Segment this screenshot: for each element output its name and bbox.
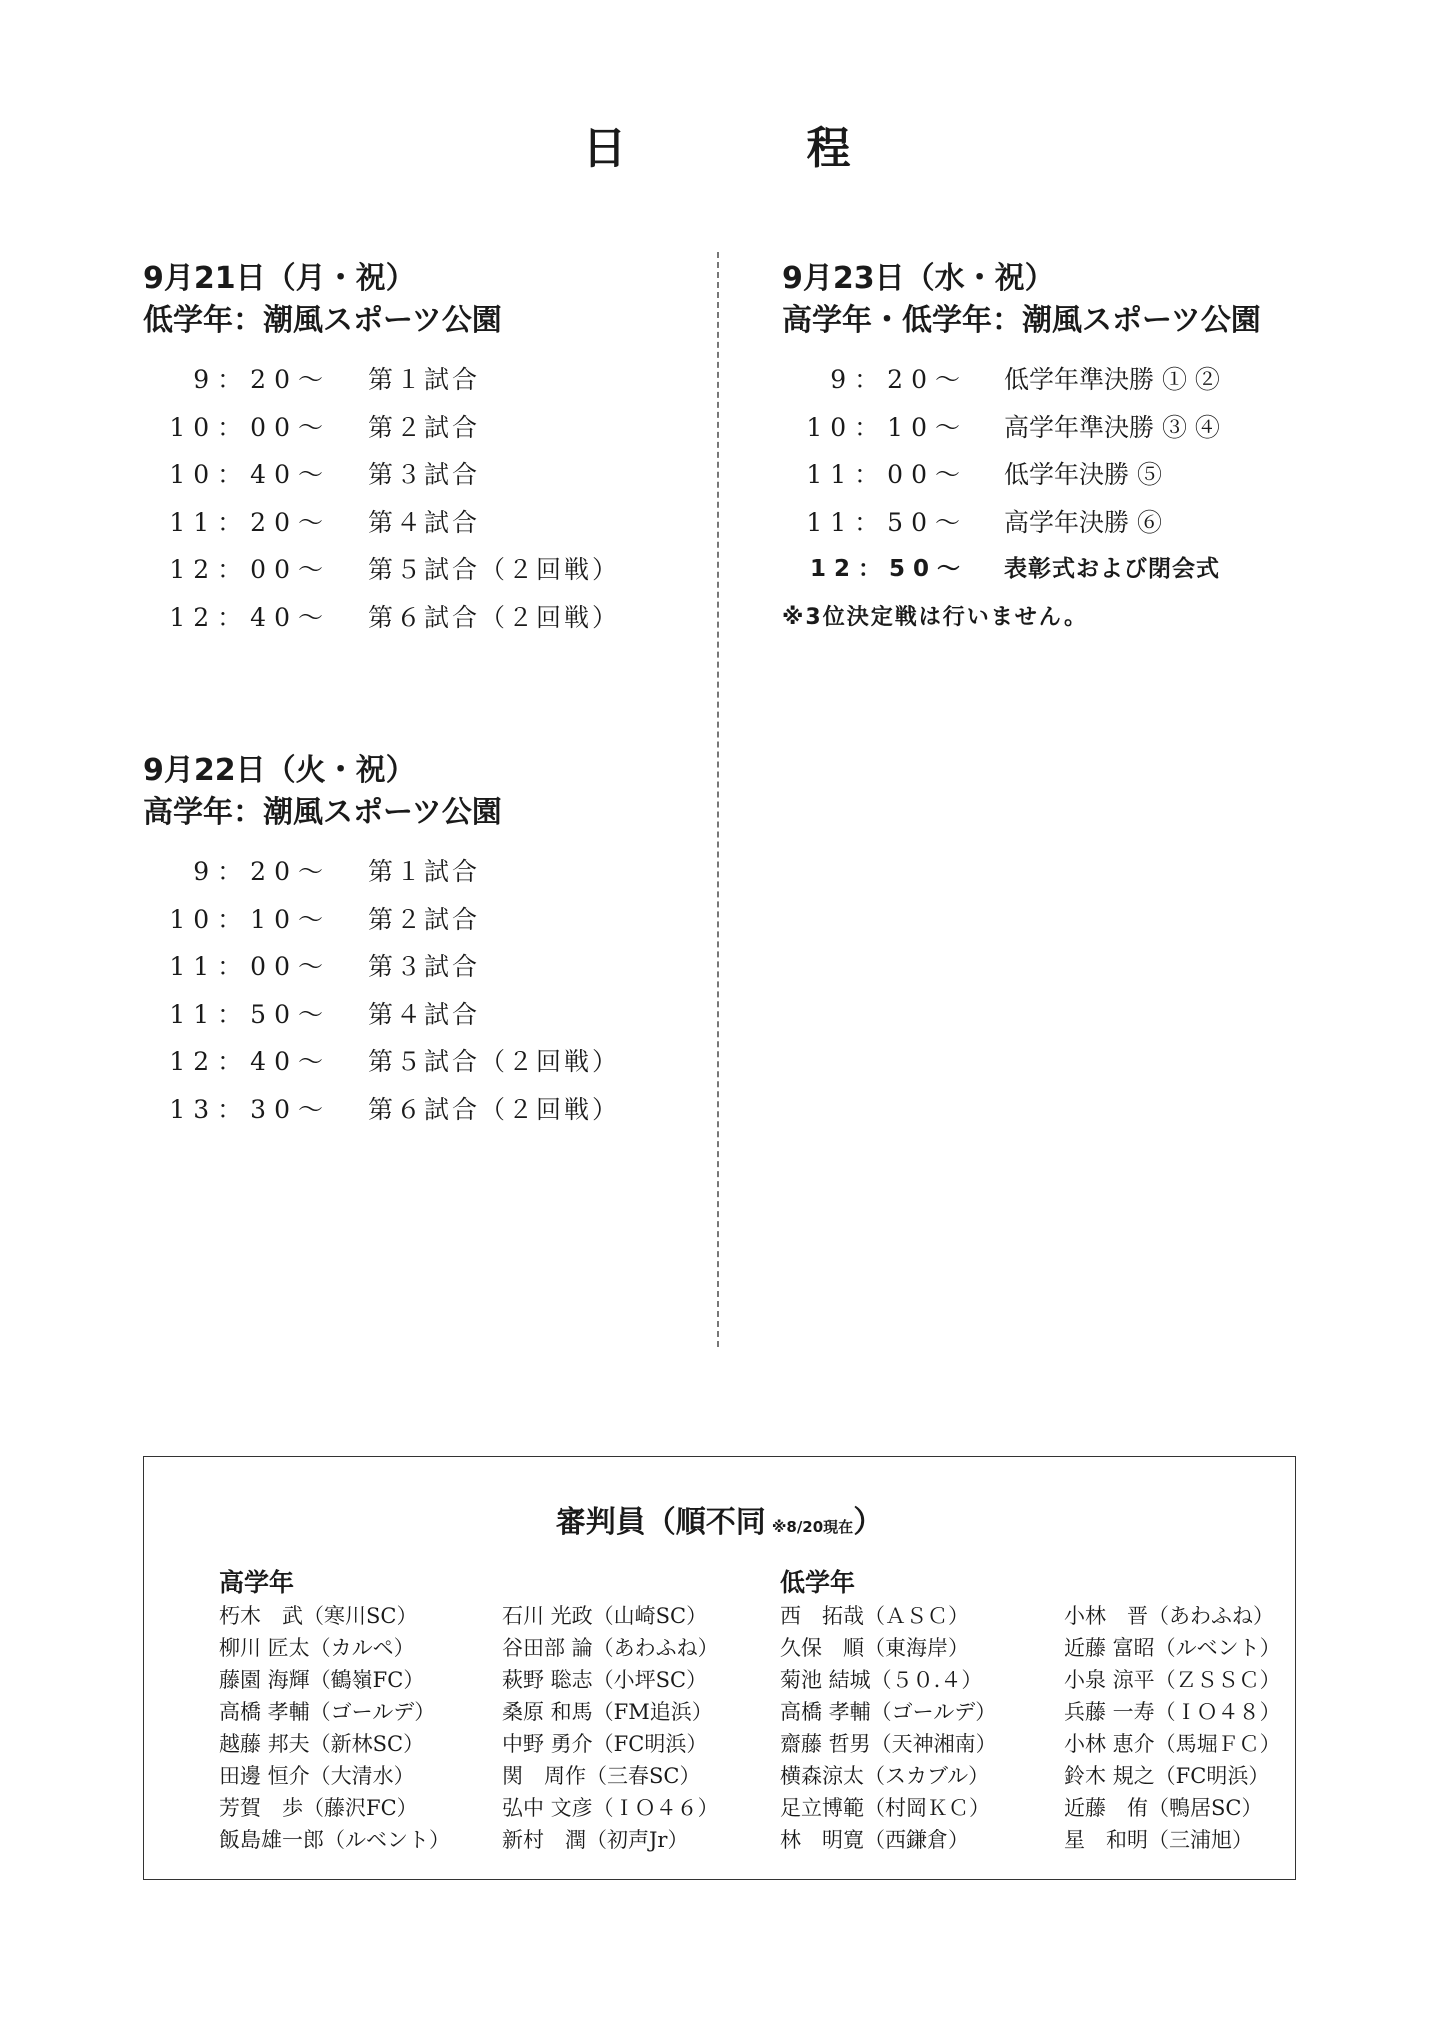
referee-entry: 柳川 匠太（カルペ） bbox=[219, 1636, 415, 1660]
referee-entry: 中野 勇介（FC明浜） bbox=[502, 1732, 708, 1756]
day-date: 9月21日（月・祝） bbox=[143, 261, 416, 296]
referee-entry: 飯島雄一郎（ルベント） bbox=[219, 1828, 450, 1852]
referee-entry: 藤園 海輝（鶴嶺FC） bbox=[219, 1668, 425, 1692]
page-title-char-1: 日 bbox=[582, 123, 627, 174]
lower-referees-col-1 bbox=[780, 1600, 997, 1856]
schedule-row bbox=[143, 947, 683, 995]
row-event: 第４試合 bbox=[368, 999, 481, 1029]
row-time: 10：10～ bbox=[806, 412, 968, 442]
row-time: 11：00～ bbox=[806, 460, 968, 489]
row-event: 第１試合 bbox=[368, 857, 481, 886]
schedule-row bbox=[143, 852, 683, 900]
referee-entry: 兵藤 一寿（ＩＯ４８） bbox=[1064, 1700, 1281, 1724]
lower-referees-col-2 bbox=[1064, 1600, 1281, 1856]
row-time: 9：20～ bbox=[193, 365, 331, 394]
row-time: 10：10～ bbox=[169, 904, 331, 934]
day-venue: 高学年：潮風スポーツ公園 bbox=[143, 795, 502, 830]
row-time: 11：50～ bbox=[169, 999, 331, 1029]
referee-entry: 小泉 涼平（ＺＳＳＣ） bbox=[1064, 1668, 1281, 1692]
row-event: 第４試合 bbox=[368, 507, 481, 537]
referee-entry: 久保 順（東海岸） bbox=[780, 1636, 969, 1660]
page-title bbox=[0, 112, 1433, 176]
row-time: 12：50～ bbox=[809, 556, 968, 582]
row-time: 11：50～ bbox=[806, 507, 968, 537]
referee-entry: 関 周作（三春SC） bbox=[502, 1764, 701, 1788]
schedule-row bbox=[143, 503, 683, 551]
referee-entry: 鈴木 規之（FC明浜） bbox=[1064, 1764, 1270, 1788]
row-time: 13：30～ bbox=[169, 1094, 331, 1124]
referee-entry: 桑原 和馬（FM追浜） bbox=[502, 1700, 713, 1724]
row-event: 表彰式および閉会式 bbox=[1004, 556, 1220, 582]
schedule-row bbox=[143, 408, 683, 456]
referee-entry: 石川 光政（山崎SC） bbox=[502, 1604, 708, 1628]
row-event: 第２試合 bbox=[368, 904, 481, 934]
referee-entry: 西 拓哉（ＡＳＣ） bbox=[780, 1604, 969, 1628]
referee-entry: 小林 晋（あわふね） bbox=[1064, 1604, 1274, 1628]
page-title-char-2: 程 bbox=[806, 123, 851, 174]
schedule-row bbox=[143, 995, 683, 1043]
referees-title-close: ） bbox=[853, 1505, 884, 1540]
schedule-row bbox=[782, 455, 1382, 503]
referee-entry: 林 明寛（西鎌倉） bbox=[780, 1828, 969, 1852]
row-time: 10：40～ bbox=[169, 460, 331, 489]
referee-entry: 齋藤 哲男（天神湘南） bbox=[780, 1732, 997, 1756]
schedule-row bbox=[143, 900, 683, 948]
day-venue: 高学年・低学年：潮風スポーツ公園 bbox=[782, 303, 1261, 338]
referee-entry: 菊池 結城（５０.４） bbox=[780, 1668, 983, 1692]
row-event: 第３試合 bbox=[368, 952, 481, 981]
schedule-row bbox=[782, 360, 1382, 408]
referee-entry: 星 和明（三浦旭） bbox=[1064, 1828, 1253, 1852]
row-event: 第５試合（２回戦） bbox=[368, 1047, 621, 1076]
row-event: 低学年決勝 ⑤ bbox=[1004, 460, 1162, 489]
row-time: 12：40～ bbox=[169, 602, 331, 632]
referee-entry: 谷田部 論（あわふね） bbox=[502, 1636, 719, 1660]
row-event: 高学年決勝 ⑥ bbox=[1004, 507, 1162, 537]
referee-entry: 萩野 聡志（小坪SC） bbox=[502, 1668, 708, 1692]
schedule-rows bbox=[143, 360, 683, 645]
schedule-row bbox=[143, 455, 683, 503]
schedule-rows bbox=[143, 852, 683, 1137]
day-venue: 低学年：潮風スポーツ公園 bbox=[143, 303, 502, 338]
referee-entry: 越藤 邦夫（新林SC） bbox=[219, 1732, 425, 1756]
referees-title-text: 審判員（順不同 bbox=[555, 1505, 766, 1540]
schedule-row bbox=[143, 550, 683, 598]
day-date: 9月22日（火・祝） bbox=[143, 753, 416, 788]
schedule-day-3 bbox=[782, 258, 1382, 631]
row-event: 第１試合 bbox=[368, 365, 481, 394]
referees-as-of: ※8/20現在 bbox=[771, 1518, 854, 1536]
schedule-rows bbox=[782, 360, 1382, 598]
referee-entry: 高橋 孝輔（ゴールデ） bbox=[780, 1700, 997, 1724]
row-event: 低学年準決勝 ① ② bbox=[1004, 365, 1220, 394]
referee-entry: 田邊 恒介（大清水） bbox=[219, 1764, 415, 1788]
row-event: 第５試合（２回戦） bbox=[368, 555, 621, 584]
row-time: 9：20～ bbox=[193, 857, 331, 886]
upper-referees-col-1 bbox=[219, 1600, 450, 1856]
row-time: 11：20～ bbox=[169, 507, 331, 537]
referee-entry: 足立博範（村岡ＫＣ） bbox=[780, 1796, 990, 1820]
schedule-row bbox=[782, 503, 1382, 551]
referee-entry: 弘中 文彦（ＩＯ４６） bbox=[502, 1796, 719, 1820]
schedule-row bbox=[143, 1042, 683, 1090]
referee-entry: 横森涼太（スカブル） bbox=[780, 1764, 990, 1788]
row-time: 10：00～ bbox=[169, 412, 331, 442]
referee-entry: 小林 恵介（馬堀ＦＣ） bbox=[1064, 1732, 1281, 1756]
schedule-day-1 bbox=[143, 258, 683, 645]
schedule-row bbox=[782, 408, 1382, 456]
upper-referees-col-2 bbox=[502, 1600, 719, 1856]
row-event: 第２試合 bbox=[368, 412, 481, 442]
schedule-day-2 bbox=[143, 750, 683, 1137]
row-event: 第６試合（２回戦） bbox=[368, 1094, 621, 1124]
row-time: 12：40～ bbox=[169, 1047, 331, 1076]
row-time: 11：00～ bbox=[169, 952, 331, 981]
referees-title bbox=[144, 1497, 1295, 1541]
schedule-row bbox=[782, 550, 1382, 598]
lower-grade-label: 低学年 bbox=[780, 1568, 856, 1597]
schedule-row bbox=[143, 598, 683, 646]
column-divider bbox=[717, 252, 719, 1347]
referee-entry: 近藤 侑（鴨居SC） bbox=[1064, 1796, 1263, 1820]
day-date: 9月23日（水・祝） bbox=[782, 261, 1055, 296]
schedule-row bbox=[143, 360, 683, 408]
schedule-row bbox=[143, 1090, 683, 1138]
row-event: 高学年準決勝 ③ ④ bbox=[1004, 412, 1220, 442]
referees-box bbox=[143, 1456, 1296, 1880]
referee-entry: 近藤 富昭（ルベント） bbox=[1064, 1636, 1281, 1660]
referee-entry: 朽木 武（寒川SC） bbox=[219, 1604, 418, 1628]
referee-entry: 新村 潤（初声Jr） bbox=[502, 1828, 689, 1852]
upper-grade-label: 高学年 bbox=[219, 1568, 295, 1597]
row-event: 第６試合（２回戦） bbox=[368, 602, 621, 632]
row-event: 第３試合 bbox=[368, 460, 481, 489]
referee-entry: 高橋 孝輔（ゴールデ） bbox=[219, 1700, 436, 1724]
row-time: 12：00～ bbox=[169, 555, 331, 584]
referee-entry: 芳賀 歩（藤沢FC） bbox=[219, 1796, 418, 1820]
schedule-note: ※3位決定戦は行いません。 bbox=[782, 604, 1089, 630]
row-time: 9：20～ bbox=[830, 365, 968, 394]
